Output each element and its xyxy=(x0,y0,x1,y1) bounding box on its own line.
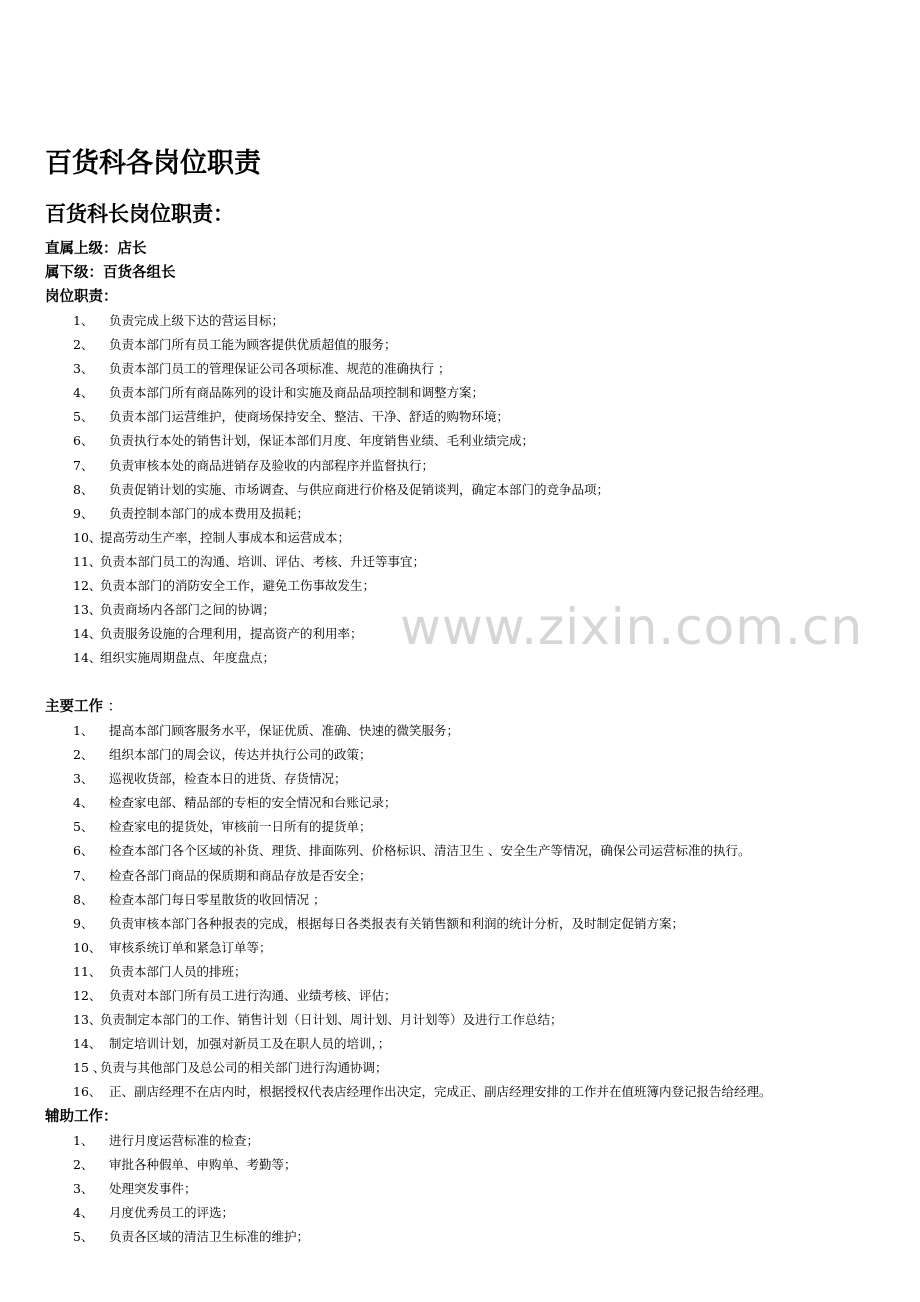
list-item-text: 负责本部门所有员工能为顾客提供优质超值的服务； xyxy=(109,337,397,353)
duty-item xyxy=(0,526,900,550)
aux-work-item xyxy=(0,1177,900,1201)
main-work-heading-suffix: ： xyxy=(103,699,123,715)
list-item-text: 检查本部门每日零星散货的收回情况 ； xyxy=(109,891,326,907)
duty-item xyxy=(0,478,900,502)
duty-item xyxy=(0,454,900,478)
list-item-number: 10、 xyxy=(73,529,102,545)
list-item-text: 负责本部门的消防安全工作，避免工伤事故发生； xyxy=(100,578,376,594)
list-item-text: 负责本部门员工的沟通、培训、评估、考核、升迁等事宜； xyxy=(100,553,426,569)
main-work-item xyxy=(0,1032,900,1056)
duty-item xyxy=(0,574,900,598)
main-work-item xyxy=(0,960,900,984)
duty-item xyxy=(0,405,900,429)
list-item-number: 7、 xyxy=(73,457,94,473)
list-item-text: 组织本部门的周会议，传达并执行公司的政策； xyxy=(109,747,372,763)
main-work-item xyxy=(0,791,900,815)
aux-work-list xyxy=(0,1129,900,1249)
main-work-item xyxy=(0,719,900,743)
list-item-text: 巡视收货部，检查本日的进货、存货情况； xyxy=(109,771,347,787)
list-item-text: 负责促销计划的实施、市场调查、与供应商进行价格及促销谈判，确定本部门的竞争品项； xyxy=(109,481,610,497)
list-item-text: 负责执行本处的销售计划，保证本部们月度、年度销售业绩、毛利业绩完成； xyxy=(109,433,535,449)
list-item-text: 负责完成上级下达的营运目标； xyxy=(109,313,285,328)
list-item-number: 6、 xyxy=(73,433,94,449)
list-item-number: 14、 xyxy=(73,1036,102,1052)
list-item-number: 5、 xyxy=(73,409,94,425)
list-item-text: 负责服务设施的合理利用，提高资产的利用率； xyxy=(100,626,363,642)
main-work-item xyxy=(0,743,900,767)
list-item-number: 1、 xyxy=(73,723,94,738)
main-work-item xyxy=(0,984,900,1008)
duty-item xyxy=(0,357,900,381)
list-item-number: 2、 xyxy=(73,1157,94,1173)
list-item-number: 1、 xyxy=(73,1133,94,1148)
list-item-number: 2、 xyxy=(73,747,94,763)
list-item-text: 组织实施周期盘点、年度盘点； xyxy=(100,650,276,666)
list-item-number: 7、 xyxy=(73,867,94,883)
duty-item xyxy=(0,381,900,405)
main-work-item xyxy=(0,1008,900,1032)
list-item-text: 审批各种假单、申购单、考勤等； xyxy=(109,1157,297,1173)
document-title: 百货科各岗位职责 xyxy=(45,148,261,179)
main-work-item xyxy=(0,864,900,888)
aux-work-heading xyxy=(45,1106,118,1128)
list-item-number: 3、 xyxy=(73,361,94,377)
list-item-number: 4、 xyxy=(73,385,94,401)
list-item-text: 负责本部门员工的管理保证公司各项标准、规范的准确执行 ； xyxy=(109,361,451,377)
main-work-item xyxy=(0,815,900,839)
list-item-text: 制定培训计划，加强对新员工及在职人员的培训，； xyxy=(109,1036,391,1052)
duties-heading xyxy=(45,286,118,308)
main-work-item xyxy=(0,1056,900,1080)
list-item-number: 8、 xyxy=(73,481,94,497)
list-item-number: 3、 xyxy=(73,1181,94,1197)
list-item-number: 9、 xyxy=(73,915,94,931)
watermark: www.zixin.com.cn xyxy=(400,598,864,656)
duty-item xyxy=(0,429,900,453)
list-item-text: 负责审核本部门各种报表的完成，根据每日各类报表有关销售额和利润的统计分析，及时制定促销方案； xyxy=(109,915,685,931)
list-item-number: 13、 xyxy=(73,1012,102,1028)
list-item-text: 审核系统订单和紧急订单等； xyxy=(109,939,272,955)
list-item-number: 12、 xyxy=(73,578,102,594)
aux-work-heading-label: 辅助工作： xyxy=(45,1109,118,1125)
main-work-heading-label: 主要工作 xyxy=(45,699,103,715)
duty-item xyxy=(0,502,900,526)
list-item-text: 提高本部门顾客服务水平，保证优质、准确、快速的微笑服务； xyxy=(109,723,460,738)
list-item-text: 负责制定本部门的工作、销售计划（日计划、周计划、月计划等）及进行工作总结； xyxy=(100,1012,563,1028)
duties-heading-label: 岗位职责： xyxy=(45,289,118,305)
list-item-number: 11、 xyxy=(73,553,102,569)
list-item-number: 4、 xyxy=(73,1205,94,1221)
main-work-item xyxy=(0,839,900,863)
aux-work-item xyxy=(0,1201,900,1225)
list-item-text: 负责对本部门所有员工进行沟通、业绩考核、评估； xyxy=(109,988,397,1004)
list-item-number: 8、 xyxy=(73,891,94,907)
list-item-text: 检查本部门各个区域的补货、理货、排面陈列、价格标识、清洁卫生 、安全生产等情况，确保公司运营标准的执行。 xyxy=(109,843,751,859)
main-work-item xyxy=(0,767,900,791)
list-item-number: 2、 xyxy=(73,337,94,353)
duty-item xyxy=(0,550,900,574)
list-item-number: 13、 xyxy=(73,602,102,618)
aux-work-item xyxy=(0,1153,900,1177)
main-work-item xyxy=(0,888,900,912)
direct-superior-line: 直属上级：店长 xyxy=(45,241,147,257)
main-work-item xyxy=(0,1080,900,1104)
list-item-text: 负责本部门所有商品陈列的设计和实施及商品品项控制和调整方案； xyxy=(109,385,485,401)
list-item-number: 10、 xyxy=(73,939,102,955)
list-item-number: 12、 xyxy=(73,988,102,1004)
list-item-number: 9、 xyxy=(73,505,94,521)
list-item-number: 14、 xyxy=(73,626,102,642)
duty-item xyxy=(0,333,900,357)
list-item-text: 月度优秀员工的评选； xyxy=(109,1205,235,1221)
list-item-text: 负责商场内各部门之间的协调； xyxy=(100,602,276,618)
list-item-number: 11、 xyxy=(73,963,102,979)
aux-work-item xyxy=(0,1225,900,1249)
list-item-number: 1、 xyxy=(73,313,94,328)
duty-item xyxy=(0,309,900,333)
list-item-text: 负责本部门运营维护，使商场保持安全、整洁、干净、舒适的购物环境； xyxy=(109,409,510,425)
section-subtitle: 百货科长岗位职责： xyxy=(45,202,234,226)
list-item-text: 负责本部门人员的排班； xyxy=(109,963,247,979)
list-item-text: 处理突发事件； xyxy=(109,1181,197,1197)
list-item-number: 5、 xyxy=(73,819,94,835)
list-item-text: 负责与其他部门及总公司的相关部门进行沟通协调； xyxy=(100,1060,388,1076)
main-work-item xyxy=(0,936,900,960)
aux-work-item xyxy=(0,1129,900,1153)
list-item-number: 15 、 xyxy=(73,1060,106,1076)
list-item-text: 负责控制本部门的成本费用及损耗； xyxy=(109,505,310,521)
list-item-number: 6、 xyxy=(73,843,94,859)
list-item-text: 负责各区域的清洁卫生标准的维护； xyxy=(109,1229,310,1245)
main-work-item xyxy=(0,912,900,936)
list-item-number: 14、 xyxy=(73,650,102,666)
list-item-number: 3、 xyxy=(73,771,94,787)
subordinate-line: 属下级：百货各组长 xyxy=(45,265,176,281)
list-item-text: 检查家电部、精品部的专柜的安全情况和台账记录； xyxy=(109,795,397,811)
list-item-number: 4、 xyxy=(73,795,94,811)
list-item-number: 16、 xyxy=(73,1084,102,1100)
main-work-list xyxy=(0,719,900,1105)
list-item-text: 检查家电的提货处，审核前一日所有的提货单； xyxy=(109,819,372,835)
list-item-text: 提高劳动生产率，控制人事成本和运营成本； xyxy=(100,529,351,545)
list-item-number: 5、 xyxy=(73,1229,94,1245)
list-item-text: 负责审核本处的商品进销存及验收的内部程序并监督执行； xyxy=(109,457,435,473)
list-item-text: 进行月度运营标准的检查； xyxy=(109,1133,260,1148)
list-item-text: 检查各部门商品的保质期和商品存放是否安全； xyxy=(109,867,372,883)
main-work-heading xyxy=(45,696,122,718)
list-item-text: 正、副店经理不在店内时，根据授权代表店经理作出决定，完成正、副店经理安排的工作并在值班簿内登记报告给经理。 xyxy=(109,1084,772,1100)
